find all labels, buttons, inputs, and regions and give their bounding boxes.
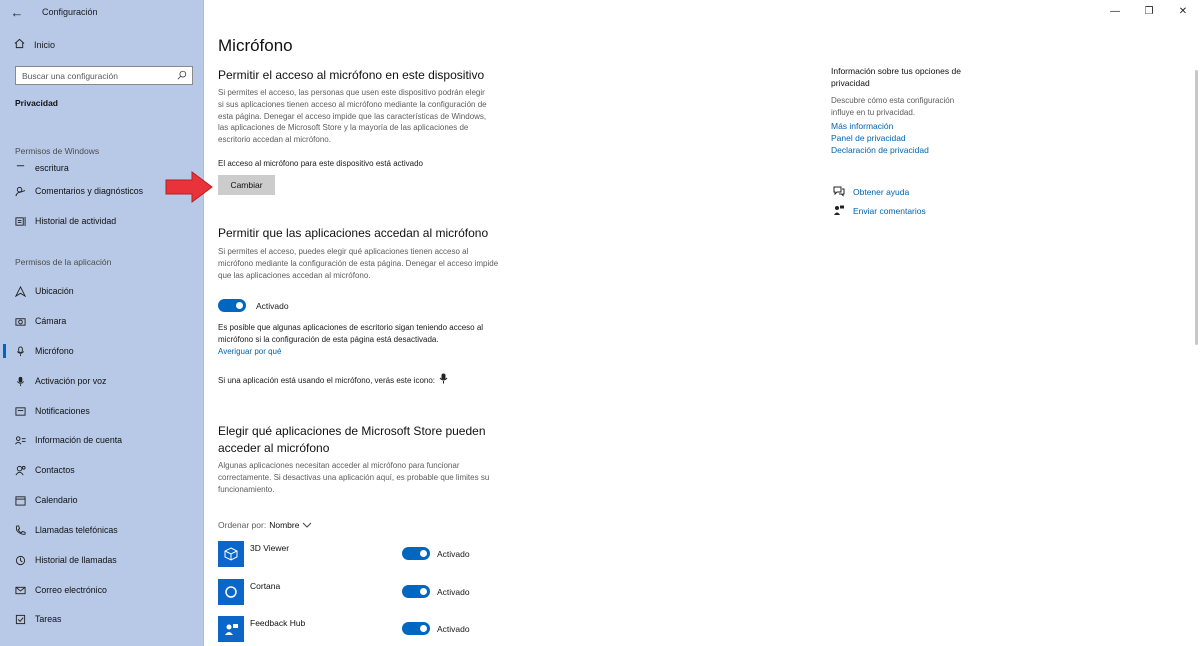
send-feedback-link[interactable] bbox=[833, 204, 926, 218]
sidebar-item-label: Calendario bbox=[35, 495, 78, 505]
sidebar-home[interactable] bbox=[14, 38, 55, 51]
mic-icon-note: Si una aplicación está usando el micrófono, verás este icono: bbox=[218, 375, 436, 385]
app-toggle-row bbox=[402, 622, 470, 635]
sidebar-item-informacion-cuenta[interactable] bbox=[14, 429, 204, 451]
feedback-icon bbox=[14, 185, 26, 197]
scrollbar[interactable] bbox=[1195, 70, 1198, 345]
store-apps-heading-line1: Elegir qué aplicaciones de Microsoft Store pueden bbox=[218, 424, 486, 438]
sidebar-item-label: Información de cuenta bbox=[35, 435, 123, 445]
chevron-down-icon bbox=[302, 520, 312, 530]
mail-icon bbox=[14, 584, 26, 596]
search-input[interactable] bbox=[15, 66, 193, 85]
sidebar-item-microfono[interactable] bbox=[14, 340, 204, 362]
phone-icon bbox=[14, 524, 26, 536]
sidebar-item-label: Ubicación bbox=[35, 286, 74, 296]
contacts-icon bbox=[14, 464, 26, 476]
learn-more-link[interactable]: Averiguar por qué bbox=[218, 347, 282, 356]
sidebar-item-llamadas[interactable] bbox=[14, 519, 204, 541]
sidebar-item-label: Notificaciones bbox=[35, 406, 90, 416]
feedback-hub-icon bbox=[218, 616, 244, 642]
send-feedback-icon bbox=[833, 204, 845, 218]
app-name: Feedback Hub bbox=[250, 618, 306, 628]
window-controls bbox=[1098, 0, 1200, 22]
apps-access-heading: Permitir que las aplicaciones accedan al micrófono bbox=[218, 226, 489, 240]
app-row-3d-viewer bbox=[218, 541, 488, 567]
sidebar-item-label: Contactos bbox=[35, 465, 75, 475]
home-label: Inicio bbox=[34, 39, 56, 50]
help-icon bbox=[833, 185, 845, 199]
privacy-info-description: Descubre cómo esta configuración influye en tu privacidad. bbox=[831, 96, 955, 117]
microphone-in-use-icon bbox=[439, 373, 448, 388]
more-info-link[interactable]: Más información bbox=[831, 121, 894, 131]
sidebar-item-label: Comentarios y diagnósticos bbox=[35, 186, 144, 196]
app-toggle-row bbox=[402, 547, 470, 560]
sidebar-item-label: escritura bbox=[35, 163, 69, 173]
back-arrow-icon: ← bbox=[10, 4, 24, 20]
pen-icon bbox=[14, 162, 26, 174]
voice-icon bbox=[14, 375, 26, 387]
microphone-icon bbox=[14, 345, 26, 357]
sidebar-item-historial-llamadas[interactable] bbox=[14, 549, 204, 571]
sidebar-item-correo[interactable] bbox=[14, 579, 204, 601]
device-access-heading: Permitir el acceso al micrófono en este dispositivo bbox=[218, 68, 485, 82]
annotation-arrow-icon bbox=[164, 170, 214, 204]
sidebar-item-camara[interactable] bbox=[14, 310, 204, 332]
sidebar-item-tareas[interactable] bbox=[14, 608, 204, 630]
call-history-icon bbox=[14, 554, 26, 566]
app-toggle[interactable] bbox=[402, 622, 430, 635]
app-name: 3D Viewer bbox=[250, 543, 290, 553]
app-toggle-state: Activado bbox=[437, 623, 470, 634]
activity-history-icon bbox=[14, 215, 26, 227]
apps-access-toggle-label: Activado bbox=[256, 300, 289, 311]
desktop-apps-note: Es posible que algunas aplicaciones de escritorio sigan teniendo acceso al micrófono si la configuración de esta página está desactivada. bbox=[218, 323, 484, 344]
app-toggle[interactable] bbox=[402, 547, 430, 560]
tasks-icon bbox=[14, 613, 26, 625]
sidebar-item-label: Cámara bbox=[35, 316, 67, 326]
group-windows-permissions: Permisos de Windows bbox=[15, 146, 100, 156]
get-help-label: Obtener ayuda bbox=[853, 187, 910, 197]
apps-access-toggle[interactable] bbox=[218, 299, 246, 312]
sidebar-item-label: Tareas bbox=[35, 614, 62, 624]
privacy-info-title: Información sobre tus opciones de privacidad bbox=[831, 66, 961, 88]
account-info-icon bbox=[14, 434, 26, 446]
send-feedback-label: Enviar comentarios bbox=[853, 206, 926, 216]
sidebar-item-ubicacion[interactable] bbox=[14, 280, 204, 302]
sidebar-section-title: Privacidad bbox=[15, 98, 58, 108]
sidebar-item-contactos[interactable] bbox=[14, 459, 204, 481]
search-icon bbox=[177, 70, 187, 82]
sidebar-item-label: Activación por voz bbox=[35, 376, 107, 386]
mic-icon-note-row bbox=[218, 373, 448, 388]
get-help-link[interactable] bbox=[833, 185, 909, 199]
calendar-icon bbox=[14, 494, 26, 506]
main-content bbox=[204, 0, 1200, 646]
apps-access-toggle-row bbox=[218, 299, 289, 312]
sidebar-item-label: Correo electrónico bbox=[35, 585, 107, 595]
cortana-icon bbox=[218, 579, 244, 605]
group-app-permissions: Permisos de la aplicación bbox=[15, 257, 112, 267]
privacy-statement-link[interactable]: Declaración de privacidad bbox=[831, 145, 929, 155]
sidebar-item-label: Llamadas telefónicas bbox=[35, 525, 118, 535]
privacy-dashboard-link[interactable]: Panel de privacidad bbox=[831, 133, 906, 143]
app-row-cortana bbox=[218, 579, 488, 605]
sidebar-item-notificaciones[interactable] bbox=[14, 400, 204, 422]
sort-dropdown[interactable] bbox=[218, 520, 312, 530]
3d-viewer-icon bbox=[218, 541, 244, 567]
location-icon bbox=[14, 285, 26, 297]
sidebar-item-label: Micrófono bbox=[35, 346, 74, 356]
app-title: Configuración bbox=[42, 7, 98, 17]
app-toggle-row bbox=[402, 585, 470, 598]
notifications-icon bbox=[14, 405, 26, 417]
device-access-description: Si permites el acceso, las personas que usen este dispositivo podrán elegir si sus aplicaciones tienen acceso al micrófono mediante la configuración de esta página. Denegar el acceso impide que las características de Windows, las aplicaciones de Microsoft Store y la mayoría de las aplicaciones de escritorio accedan al micrófono. bbox=[218, 88, 487, 145]
sidebar-item-calendario[interactable] bbox=[14, 489, 204, 511]
sidebar-item-activacion-voz[interactable] bbox=[14, 370, 204, 392]
minimize-button[interactable]: — bbox=[1110, 5, 1120, 17]
store-apps-description: Algunas aplicaciones necesitan acceder al micrófono para funcionar correctamente. Si desactivas una aplicación aquí, es probable que limites su funcionamiento. bbox=[218, 461, 490, 494]
app-name: Cortana bbox=[250, 581, 281, 591]
store-apps-heading-line2: acceder al micrófono bbox=[218, 441, 330, 455]
app-toggle[interactable] bbox=[402, 585, 430, 598]
home-icon bbox=[14, 38, 25, 51]
close-button[interactable]: ✕ bbox=[1178, 5, 1188, 17]
back-button[interactable] bbox=[0, 0, 34, 24]
sidebar-item-label: Historial de actividad bbox=[35, 216, 117, 226]
camera-icon bbox=[14, 315, 26, 327]
change-button[interactable]: Cambiar bbox=[218, 175, 275, 195]
sidebar bbox=[0, 0, 204, 646]
maximize-button[interactable]: ❐ bbox=[1144, 5, 1154, 17]
page-title: Micrófono bbox=[218, 36, 293, 55]
search-placeholder: Buscar una configuración bbox=[22, 70, 118, 81]
sidebar-item-historial-actividad[interactable] bbox=[14, 210, 204, 232]
app-toggle-state: Activado bbox=[437, 548, 470, 559]
sidebar-item-label: Historial de llamadas bbox=[35, 555, 117, 565]
device-access-status: El acceso al micrófono para este dispositivo está activado bbox=[218, 159, 423, 168]
title-bar bbox=[0, 0, 204, 24]
apps-access-description: Si permites el acceso, puedes elegir qué aplicaciones tienen acceso al micrófono mediante la configuración de esta página. Denegar el acceso impide que las aplicaciones accedan al micrófono. bbox=[218, 247, 499, 280]
app-toggle-state: Activado bbox=[437, 586, 470, 597]
app-row-feedback-hub bbox=[218, 616, 488, 642]
sort-label: Ordenar por: bbox=[218, 520, 267, 530]
sort-value: Nombre bbox=[269, 520, 300, 530]
